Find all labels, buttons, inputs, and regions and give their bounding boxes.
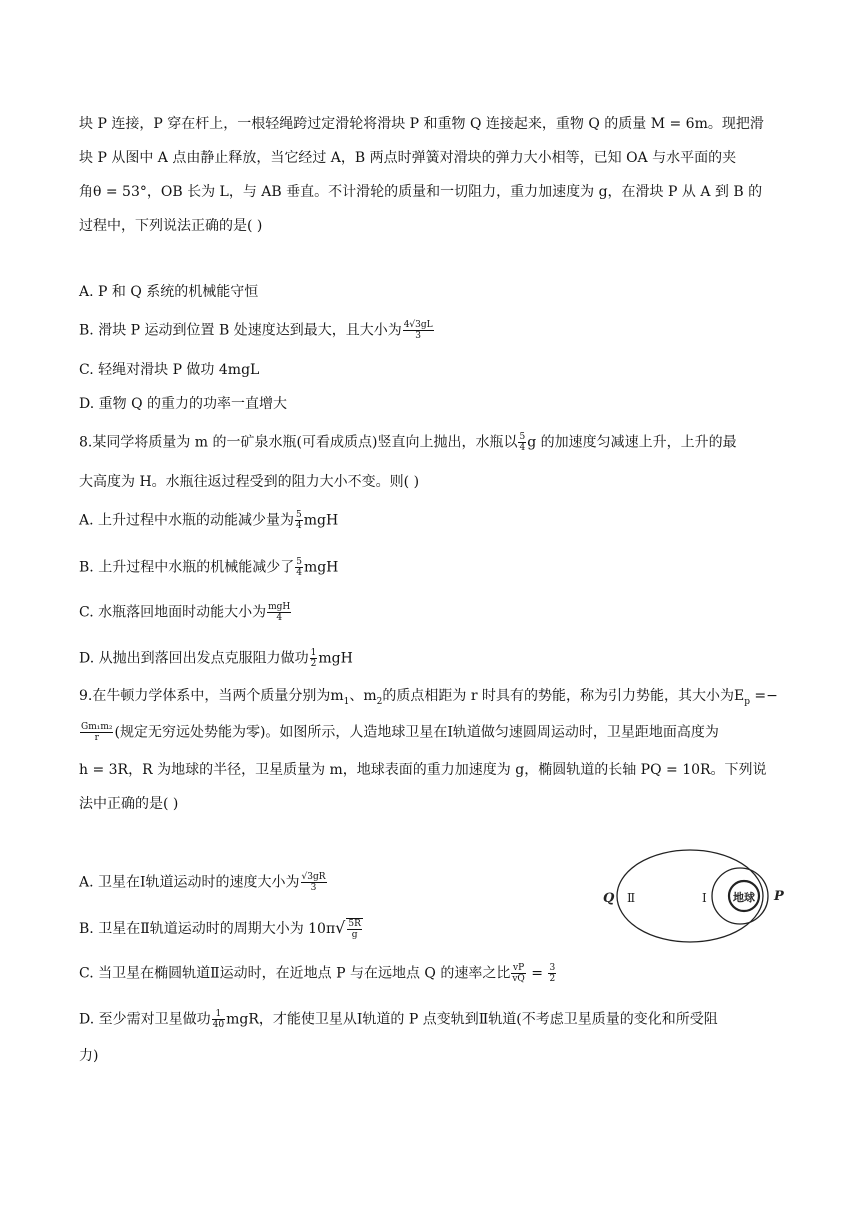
fraction-numerator: 5R [348, 919, 361, 929]
q9-option-d-text-end: mgR，才能使卫星从Ⅰ轨道的 P 点变轨到Ⅱ轨道(不考虑卫星质量的变化和所受阻 [226, 1011, 718, 1028]
q9-option-b-fraction [346, 918, 363, 940]
q9-option-c-ratio [511, 963, 525, 984]
label-orbit-ii: Ⅱ [627, 891, 636, 905]
q9-option-b-text: B. 卫星在Ⅱ轨道运动时的周期大小为 10π [79, 921, 336, 937]
q9-option-a-fraction [301, 872, 327, 893]
q9-option-b [79, 918, 364, 940]
fraction-denominator: 3 [310, 883, 317, 893]
q8-option-b-unit: mgH [303, 559, 339, 576]
q8-line-2: 大高度为 H。水瓶往返过程受到的阻力大小不变。则( ) [79, 474, 420, 490]
q8-option-b [79, 557, 338, 578]
fraction-numerator: 4√3gL [403, 320, 433, 330]
q7-line-3: 角θ = 53°，OB 长为 L，与 AB 垂直。不计滑轮的质量和一切阻力，重力加速度为 g，在滑块 P 从 A 到 B 的 [79, 184, 763, 200]
q8-option-d-fraction [310, 648, 318, 669]
fraction-denominator: 4 [296, 521, 302, 531]
q9-line-4: 法中正确的是( ) [79, 796, 179, 812]
q7-option-a: A. P 和 Q 系统的机械能守恒 [79, 284, 259, 300]
q8-option-c-text: C. 水瓶落回地面时动能大小为 [79, 604, 267, 621]
q9-potential-fraction [80, 722, 113, 743]
fraction-denominator: 4 [296, 568, 302, 578]
fraction-denominator: 2 [549, 974, 556, 984]
q9-stem-text-2: 的质点相距为 r 时具有的势能，称为引力势能，其大小为E [382, 688, 745, 704]
q7-option-c: C. 轻绳对滑块 P 做功 4mgL [79, 362, 260, 378]
fraction-numerator: 5 [296, 557, 302, 567]
q9-line-1 [79, 686, 778, 712]
fraction-numerator: 3 [549, 963, 556, 973]
q8-option-b-text: B. 上升过程中水瓶的机械能减少了 [79, 559, 295, 576]
q9-option-d-line-2: 力) [79, 1048, 99, 1064]
fraction-denominator: r [94, 733, 99, 743]
q8-stem-fraction [518, 432, 526, 453]
fraction-denominator: g [351, 930, 358, 940]
q9-option-d-fraction [212, 1009, 225, 1030]
q9-stem-separator: 、m [349, 688, 377, 704]
q9-option-d-text: D. 至少需对卫星做功 [79, 1011, 211, 1028]
fraction-numerator: 5 [519, 432, 526, 442]
q9-stem-equals: =− [749, 688, 778, 704]
q9-stem-text: 9.在牛顿力学体系中，当两个质量分别为m [79, 688, 344, 704]
subscript-p: p [744, 696, 750, 707]
fraction-denominator: 40 [212, 1020, 225, 1030]
fraction-numerator: √3gR [301, 872, 326, 882]
fraction-numerator: mgH [268, 602, 291, 612]
q9-option-a [79, 872, 328, 893]
q8-stem-text-end: g 的加速度匀减速上升，上升的最 [527, 434, 737, 451]
label-earth: 地球 [733, 891, 755, 904]
fraction-numerator: vP [512, 963, 525, 973]
q9-option-c-value [548, 963, 556, 984]
q7-option-d: D. 重物 Q 的重力的功率一直增大 [79, 396, 288, 412]
fraction-denominator: 4 [519, 443, 526, 453]
fraction-denominator: 4 [276, 613, 283, 623]
q8-option-c [79, 602, 292, 623]
q8-option-d [79, 648, 353, 669]
q7-line-2: 块 P 从图中 A 点由静止释放，当它经过 A，B 两点时弹簧对滑块的弹力大小相等，已知 OA 与水平面的夹 [79, 150, 737, 166]
q9-line-3: h = 3R，R 为地球的半径，卫星质量为 m，地球表面的重力加速度为 g，椭圆轨道的长轴 PQ = 10R。下列说 [79, 762, 767, 778]
label-p: P [774, 889, 784, 904]
q9-option-c-equals: = [526, 965, 548, 982]
q8-line-1 [79, 432, 737, 453]
orbit-diagram [600, 846, 792, 950]
fraction-numerator: 5 [296, 510, 302, 520]
subscript-2: 2 [376, 696, 383, 707]
label-q: Q [603, 891, 615, 906]
label-orbit-i: Ⅰ [702, 891, 707, 905]
fraction-numerator: Gm₁m₂ [81, 722, 113, 732]
q7-option-b-text: B. 滑块 P 运动到位置 B 处速度达到最大，且大小为 [79, 322, 402, 339]
fraction-denominator: 2 [310, 659, 317, 669]
fraction-numerator: 1 [212, 1009, 225, 1020]
q9-option-a-text: A. 卫星在Ⅰ轨道运动时的速度大小为 [79, 874, 300, 891]
fraction-numerator: 1 [310, 648, 317, 658]
q9-option-c-text: C. 当卫星在椭圆轨道Ⅱ运动时，在近地点 P 与在远地点 Q 的速率之比 [79, 965, 511, 982]
subscript-1: 1 [343, 696, 350, 707]
q9-option-d [79, 1009, 718, 1030]
q8-stem-text: 8.某同学将质量为 m 的一矿泉水瓶(可看成质点)竖直向上抛出，水瓶以 [79, 434, 518, 451]
fraction-denominator: vQ [512, 974, 525, 984]
q7-option-b [79, 320, 435, 341]
q8-option-d-text: D. 从抛出到落回出发点克服阻力做功 [79, 650, 309, 667]
q8-option-d-unit: mgH [318, 650, 353, 667]
q8-option-b-fraction [295, 557, 303, 578]
q7-line-4: 过程中，下列说法正确的是( ) [79, 218, 263, 234]
q7-option-b-fraction [403, 320, 434, 341]
q8-option-a-unit: mgH [303, 512, 339, 529]
sqrt-icon: √ [335, 918, 346, 937]
q8-option-c-fraction [267, 602, 291, 623]
q9-line-2 [79, 722, 719, 743]
q8-option-a-text: A. 上升过程中水瓶的动能减少量为 [79, 512, 295, 529]
q8-option-a-fraction [295, 510, 303, 531]
q9-stem-text-3: (规定无穷远处势能为零)。如图所示，人造地球卫星在Ⅰ轨道做匀速圆周运动时，卫星距地面高度为 [114, 724, 719, 741]
q9-option-c [79, 963, 557, 984]
q8-option-a [79, 510, 338, 531]
fraction-denominator: 3 [415, 331, 422, 341]
q7-line-1: 块 P 连接，P 穿在杆上，一根轻绳跨过定滑轮将滑块 P 和重物 Q 连接起来，重物 Q 的质量 M = 6m。现把滑 [79, 116, 764, 132]
